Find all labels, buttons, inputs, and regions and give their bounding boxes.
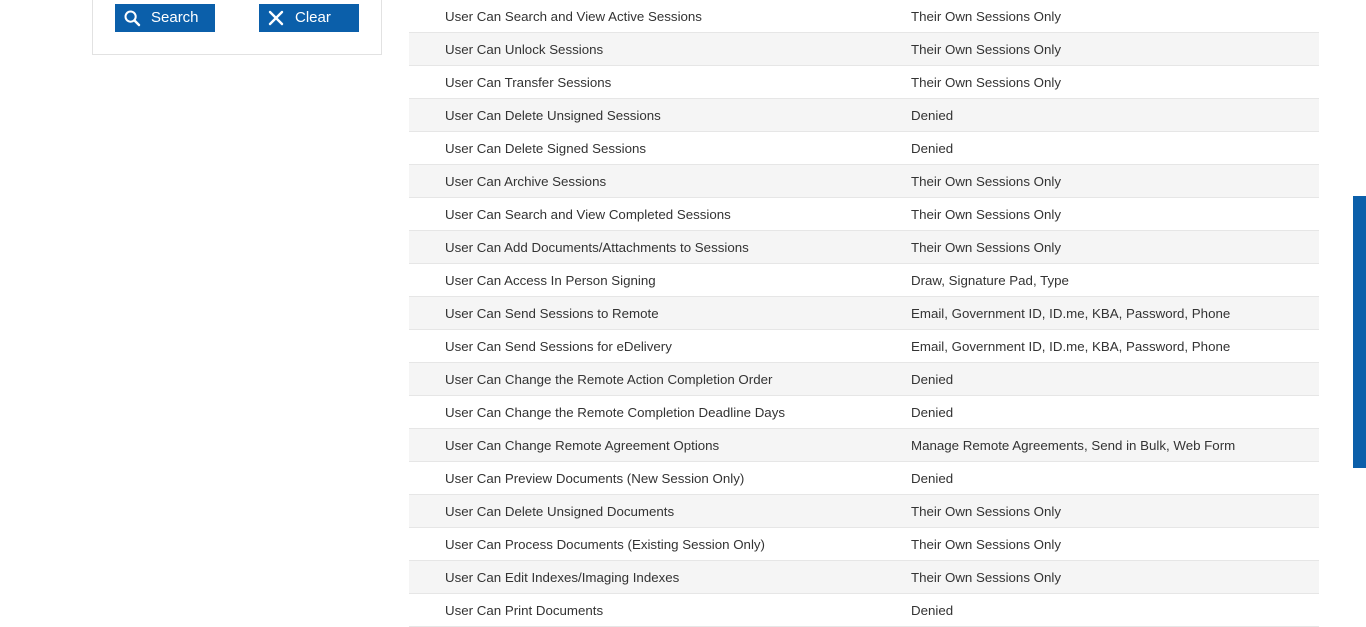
permission-name-cell: User Can Archive Sessions: [409, 165, 878, 198]
permission-value-cell: Their Own Sessions Only: [878, 165, 1319, 198]
table-row: [409, 297, 1319, 330]
permission-value-cell: Their Own Sessions Only: [878, 0, 1319, 33]
table-row: [409, 330, 1319, 363]
search-filter-panel: [92, 0, 382, 55]
permission-value-cell: Manage Remote Agreements, Send in Bulk, Web Form: [878, 429, 1319, 462]
table-row: [409, 0, 1319, 33]
table-row: [409, 198, 1319, 231]
table-row: [409, 429, 1319, 462]
table-row: [409, 363, 1319, 396]
permission-value-cell: Email, Government ID, ID.me, KBA, Password, Phone: [878, 330, 1319, 363]
permission-name-cell: User Can Process Documents (Existing Session Only): [409, 528, 878, 561]
table-row: [409, 132, 1319, 165]
permission-value-cell: Denied: [878, 462, 1319, 495]
page-scrollbar-track[interactable]: [1352, 0, 1366, 589]
table-row: [409, 462, 1319, 495]
permission-name-cell: User Can Change Remote Agreement Options: [409, 429, 878, 462]
permission-value-cell: Their Own Sessions Only: [878, 231, 1319, 264]
permission-name-cell: User Can Delete Unsigned Documents: [409, 495, 878, 528]
search-button-label: Search: [151, 9, 199, 26]
page-scrollbar-thumb[interactable]: [1353, 196, 1366, 468]
search-button[interactable]: [115, 4, 215, 32]
permission-name-cell: User Can Add Documents/Attachments to Sessions: [409, 231, 878, 264]
table-row: [409, 99, 1319, 132]
table-row: [409, 66, 1319, 99]
table-row: [409, 594, 1319, 627]
table-row: [409, 528, 1319, 561]
permission-value-cell: Denied: [878, 396, 1319, 429]
table-row: [409, 231, 1319, 264]
clear-button[interactable]: [259, 4, 359, 32]
permission-name-cell: User Can Delete Signed Sessions: [409, 132, 878, 165]
permission-value-cell: Their Own Sessions Only: [878, 528, 1319, 561]
permission-value-cell: Denied: [878, 99, 1319, 132]
search-panel-actions: [93, 4, 381, 32]
table-row: [409, 33, 1319, 66]
permission-value-cell: Email, Government ID, ID.me, KBA, Password, Phone: [878, 297, 1319, 330]
permission-name-cell: User Can Change the Remote Action Completion Order: [409, 363, 878, 396]
permission-name-cell: User Can Unlock Sessions: [409, 33, 878, 66]
permission-name-cell: User Can Change the Remote Completion Deadline Days: [409, 396, 878, 429]
permission-name-cell: User Can Search and View Active Sessions: [409, 0, 878, 33]
permission-name-cell: User Can Send Sessions for eDelivery: [409, 330, 878, 363]
permission-name-cell: User Can Transfer Sessions: [409, 66, 878, 99]
table-row: [409, 396, 1319, 429]
permission-value-cell: Their Own Sessions Only: [878, 66, 1319, 99]
permission-value-cell: Their Own Sessions Only: [878, 495, 1319, 528]
table-row: [409, 264, 1319, 297]
permission-name-cell: User Can Send Sessions to Remote: [409, 297, 878, 330]
permission-name-cell: User Can Access In Person Signing: [409, 264, 878, 297]
close-x-icon: [259, 4, 293, 32]
permissions-table-body: [409, 0, 1319, 627]
clear-button-label: Clear: [295, 9, 331, 26]
permission-value-cell: Denied: [878, 594, 1319, 627]
permission-value-cell: Their Own Sessions Only: [878, 33, 1319, 66]
permission-value-cell: Their Own Sessions Only: [878, 561, 1319, 594]
table-row: [409, 165, 1319, 198]
permission-value-cell: Draw, Signature Pad, Type: [878, 264, 1319, 297]
permission-name-cell: User Can Delete Unsigned Sessions: [409, 99, 878, 132]
permission-name-cell: User Can Print Documents: [409, 594, 878, 627]
permission-value-cell: Denied: [878, 132, 1319, 165]
table-row: [409, 495, 1319, 528]
permissions-table: [409, 0, 1319, 627]
permission-name-cell: User Can Preview Documents (New Session Only): [409, 462, 878, 495]
permission-value-cell: Their Own Sessions Only: [878, 198, 1319, 231]
table-row: [409, 561, 1319, 594]
permission-name-cell: User Can Edit Indexes/Imaging Indexes: [409, 561, 878, 594]
permission-name-cell: User Can Search and View Completed Sessions: [409, 198, 878, 231]
permission-value-cell: Denied: [878, 363, 1319, 396]
permissions-table-container: [409, 0, 1250, 618]
search-icon: [115, 4, 149, 32]
